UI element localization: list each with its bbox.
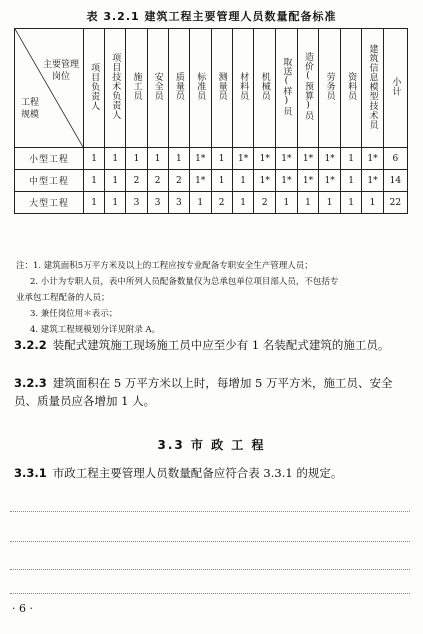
table-cell: 3 [126,192,147,214]
table-cell: 1* [362,148,384,170]
table-row [15,170,408,192]
column-header: 标准员 [189,29,211,148]
table-cell: 1* [319,170,341,192]
dotted-rule [10,540,410,542]
table-row [15,148,408,170]
table-cell: 1* [319,148,341,170]
column-header: 资料员 [340,29,361,148]
table-cell: 1 [362,192,384,214]
column-header: 质量员 [168,29,189,148]
column-header: 施工员 [126,29,147,148]
diagonal-top-line-2: 岗位 [51,72,70,82]
row-scale-label: 大型工程 [15,192,84,214]
table-cell: 1* [362,170,384,192]
column-header: 小计 [383,29,407,148]
table-cell: 1 [126,148,147,170]
table-cell: 1* [189,170,211,192]
clause-number: 3.2.3 [14,376,47,390]
dotted-rule [10,568,410,570]
table-cell: 1* [276,148,298,170]
row-scale-label: 中型工程 [15,170,84,192]
table-cell: 22 [383,192,407,214]
table-cell: 2 [126,170,147,192]
row-scale-label: 小型工程 [15,148,84,170]
table-cell: 1 [168,148,189,170]
diagonal-top-label [43,59,79,83]
table-cell: 1* [297,148,319,170]
note-line: 4. 建筑工程规模划分详见附录 A。 [30,325,161,335]
table-cell: 2 [254,192,276,214]
note-line: 注：1. 建筑面积5万平方米及以上的工程应按专业配备专职安全生产管理人员； [16,261,313,271]
table-cell: 1 [297,192,319,214]
table-cell: 1 [84,192,105,214]
table-cell: 3 [147,192,168,214]
table-cell: 1 [340,192,361,214]
table-cell: 1 [84,148,105,170]
table-cell: 2 [211,192,232,214]
table-cell: 3 [168,192,189,214]
clause-text: 装配式建筑施工现场施工员中应至少有 1 名装配式建筑的施工员。 [52,338,390,352]
column-header: 劳务员 [319,29,341,148]
column-header: 机械员 [254,29,276,148]
note-line: 2. 小计为专职人员，表中所列人员配备数量仅为总承包单位项目部人员，不包括专 [30,277,339,287]
table-cell: 1 [211,148,232,170]
diagonal-bottom-label [21,97,39,121]
table-cell: 1* [254,170,276,192]
table-cell: 1 [232,170,254,192]
table-cell: 1 [211,170,232,192]
table-row [15,192,408,214]
column-header: 测量员 [211,29,232,148]
table-cell: 1* [254,148,276,170]
table-cell: 1* [232,148,254,170]
note-line: 业承包工程配备的人员； [16,293,110,303]
dotted-rule [10,592,410,594]
column-header: 项目技术负责人 [105,29,126,148]
table-cell: 14 [383,170,407,192]
table-notes [16,258,411,338]
clause-3-2-2 [14,336,410,354]
table-cell: 1 [84,170,105,192]
note-line: 3. 兼任岗位用＊表示； [30,309,118,319]
diagonal-header-cell [15,29,84,148]
table-cell: 1 [189,192,211,214]
table-cell: 1 [276,192,298,214]
clause-3-3-1 [14,464,410,482]
diagonal-bottom-line-1: 工程 [21,98,40,108]
clause-text: 市政工程主要管理人员数量配备应符合表 3.3.1 的规定。 [52,466,343,480]
table-cell: 1 [319,192,341,214]
table-cell: 1 [147,148,168,170]
column-header: 材料员 [232,29,254,148]
section-heading: 3.3 市 政 工 程 [157,438,266,452]
dotted-rule [10,510,410,512]
diagonal-line [15,29,83,147]
table-cell: 1 [232,192,254,214]
table-cell: 2 [168,170,189,192]
table-cell: 1 [340,148,361,170]
clause-number: 3.3.1 [14,466,47,480]
column-header: 造价(预算)员 [297,29,319,148]
table-cell: 6 [383,148,407,170]
table-cell: 1* [276,170,298,192]
table-cell: 1* [297,170,319,192]
diagonal-bottom-line-2: 规模 [21,110,40,120]
table-cell: 1* [189,148,211,170]
column-header: 建筑信息模型技术员 [362,29,384,148]
table-header-row [15,29,408,148]
column-header: 安全员 [147,29,168,148]
page-number: · 6 · [12,602,33,615]
clause-text: 建筑面积在 5 万平方米以上时，每增加 5 万平方米，施工员、安全员、质量员应各增加 1 人。 [14,376,393,408]
diagonal-top-line-1: 主要管理 [42,60,79,70]
staffing-table [14,28,408,214]
table-cell: 1 [105,148,126,170]
clause-3-2-3 [14,374,410,410]
column-header: 取送(样)员 [276,29,298,148]
table-cell: 1 [105,192,126,214]
clause-number: 3.2.2 [14,338,47,352]
table-cell: 1 [340,170,361,192]
table-title: 表 3.2.1 建筑工程主要管理人员数量配备标准 [86,10,337,23]
table-cell: 1 [105,170,126,192]
column-header: 项目负责人 [84,29,105,148]
table-cell: 2 [147,170,168,192]
